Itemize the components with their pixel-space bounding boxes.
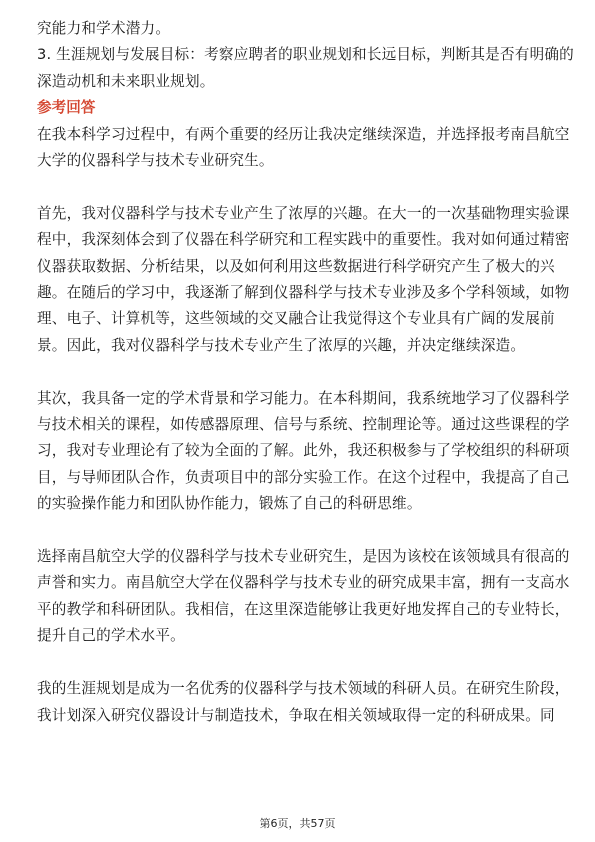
- paragraph-4: [37, 544, 570, 650]
- intro-line-2: 3. 生涯规划与发展目标：考察应聘者的职业规划和长远目标，判断其是否有明确的: [37, 46, 574, 64]
- paragraph-line: 目，与导师团队合作，负责项目中的部分实验工作。在这个过程中，我提高了自己: [37, 468, 570, 486]
- paragraph-line: 平的教学和科研团队。我相信，在这里深造能够让我更好地发挥自己的专业特长，: [37, 600, 570, 618]
- paragraph-3: [37, 386, 570, 518]
- page-footer: 第6页，共57页: [259, 817, 336, 830]
- paragraph-line: 理、电子、计算机等，这些领域的交叉融合让我觉得这个专业具有广阔的发展前: [37, 310, 555, 328]
- paragraph-line: 提升自己的学术水平。: [37, 627, 185, 645]
- paragraph-line: 我的生涯规划是成为一名优秀的仪器科学与技术领域的科研人员。在研究生阶段，: [37, 680, 570, 698]
- paragraph-line: 习，我对专业理论有了较为全面的了解。此外，我还积极参与了学校组织的科研项: [37, 442, 570, 460]
- intro-line-1: 究能力和学术潜力。: [37, 20, 171, 37]
- paragraph-line: 首先，我对仪器科学与技术专业产生了浓厚的兴趣。在大一的一次基础物理实验课: [37, 204, 570, 222]
- paragraph-line: 在我本科学习过程中，有两个重要的经历让我决定继续深造，并选择报考南昌航空: [37, 125, 570, 143]
- intro-line-3: 深造动机和未来职业规划。: [37, 72, 215, 90]
- paragraph-line: 仪器获取数据、分析结果，以及如何利用这些数据进行科学研究产生了极大的兴: [37, 257, 555, 275]
- paragraph-line: 趣。在随后的学习中，我逐渐了解到仪器科学与技术专业涉及多个学科领域，如物: [37, 284, 570, 302]
- paragraph-line: 我计划深入研究仪器设计与制造技术，争取在相关领域取得一定的科研成果。同: [37, 706, 555, 724]
- paragraph-line: 大学的仪器科学与技术专业研究生。: [37, 152, 274, 170]
- paragraph-line: 程中，我深刻体会到了仪器在科学研究和工程实践中的重要性。我对如何通过精密: [37, 231, 570, 249]
- paragraph-line: 声誉和实力。南昌航空大学在仪器科学与技术专业的研究成果丰富，拥有一支高水: [37, 574, 570, 592]
- paragraph-1: [37, 122, 570, 175]
- answer-heading: 参考回答: [37, 99, 96, 117]
- paragraph-line: 其次，我具备一定的学术背景和学习能力。在本科期间，我系统地学习了仪器科学: [37, 389, 570, 407]
- paragraph-line: 的实验操作能力和团队协作能力，锻炼了自己的科研思维。: [37, 495, 422, 513]
- paragraph-2: [37, 201, 570, 359]
- paragraph-line: 景。因此，我对仪器科学与技术专业产生了浓厚的兴趣，并决定继续深造。: [37, 336, 526, 354]
- paragraph-5: [37, 676, 570, 729]
- paragraph-line: 选择南昌航空大学的仪器科学与技术专业研究生，是因为该校在该领域具有很高的: [37, 548, 570, 566]
- document-page: [37, 16, 574, 729]
- paragraph-line: 与技术相关的课程，如传感器原理、信号与系统、控制理论等。通过这些课程的学: [37, 416, 570, 434]
